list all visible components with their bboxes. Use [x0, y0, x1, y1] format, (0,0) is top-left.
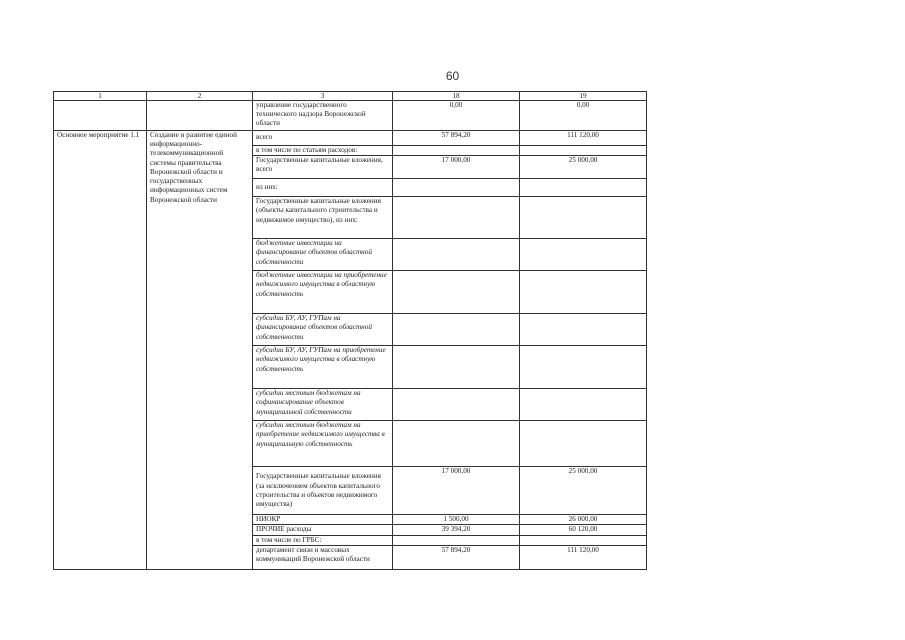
value-18: 39 394,20	[393, 525, 520, 535]
row-label: управление государственного технического надзора Воронежской области	[253, 101, 393, 131]
row-label: Государственные капитальные вложения (объекты капитального строительства и недвижимое имущество), из них:	[253, 197, 393, 239]
row-label: субсидии местным бюджетам на приобретение недвижимого имущества в муниципальную собственность	[253, 421, 393, 467]
value-19: 60 120,00	[520, 525, 647, 535]
value-18	[393, 389, 520, 421]
row-label: Государственные капитальные вложения, всего	[253, 156, 393, 179]
row-label: НИОКР	[253, 515, 393, 525]
empty-cell	[147, 101, 253, 131]
row-label: субсидии местным бюджетам на софинансирование объектов муниципальной собственности	[253, 389, 393, 421]
value-19: 25 000,00	[520, 156, 647, 179]
empty-cell	[54, 101, 147, 131]
value-19	[520, 179, 647, 197]
row-label: ПРОЧИЕ расходы	[253, 525, 393, 535]
header-row	[54, 92, 647, 101]
row-label: субсидии БУ, АУ, ГУПам на приобретение недвижимого имущества в областную собственность	[253, 346, 393, 389]
page-number: 60	[445, 69, 460, 83]
value-18: 17 000,00	[393, 467, 520, 515]
table-row	[54, 101, 647, 131]
value-19	[520, 197, 647, 239]
header-col-18: 18	[393, 92, 520, 101]
measure-description: Создание и развитие единой информационно-телекоммуникационной системы правительства Воронежской области и государственных информационных систем Воронежской области	[147, 131, 253, 570]
value-18: 57 894,20	[393, 545, 520, 569]
value-18	[393, 146, 520, 156]
value-19	[520, 146, 647, 156]
value-18	[393, 421, 520, 467]
row-label: Государственные капитальные вложения (за исключением объектов капитального строительства и объектов недвижимого имущества)	[253, 467, 393, 515]
header-col-3: 3	[253, 92, 393, 101]
value-19	[520, 535, 647, 545]
value-18	[393, 239, 520, 271]
value-19: 111 120,00	[520, 545, 647, 569]
measure-title: Основное мероприятие 1.1	[54, 131, 147, 570]
row-label: субсидии БУ, АУ, ГУПам на финансирование объектов областной собственности	[253, 314, 393, 346]
header-col-1: 1	[54, 92, 147, 101]
header-col-19: 19	[520, 92, 647, 101]
value-18	[393, 346, 520, 389]
value-18: 1 500,00	[393, 515, 520, 525]
value-18	[393, 179, 520, 197]
value-18	[393, 314, 520, 346]
row-label: в том числе по статьям расходов:	[253, 146, 393, 156]
value-19	[520, 346, 647, 389]
value-19	[520, 239, 647, 271]
header-col-2: 2	[147, 92, 253, 101]
value-18: 57 894,20	[393, 131, 520, 146]
value-19	[520, 271, 647, 314]
value-18: 0,00	[393, 101, 520, 131]
row-label: всего	[253, 131, 393, 146]
value-18	[393, 535, 520, 545]
value-18: 17 000,00	[393, 156, 520, 179]
row-label: из них:	[253, 179, 393, 197]
value-19: 111 120,00	[520, 131, 647, 146]
table-row	[54, 131, 647, 146]
value-19: 25 000,00	[520, 467, 647, 515]
value-19	[520, 421, 647, 467]
budget-table	[53, 91, 647, 570]
value-18	[393, 271, 520, 314]
row-label: в том числе по ГРБС:	[253, 535, 393, 545]
row-label: бюджетные инвестиции на приобретение недвижимого имущества в областную собственность	[253, 271, 393, 314]
row-label: департамент связи и массовых коммуникаций Воронежской области	[253, 545, 393, 569]
value-18	[393, 197, 520, 239]
row-label: бюджетные инвестиции на финансирование объектов областной собственности	[253, 239, 393, 271]
value-19: 0,00	[520, 101, 647, 131]
value-19	[520, 314, 647, 346]
value-19: 26 000,00	[520, 515, 647, 525]
value-19	[520, 389, 647, 421]
